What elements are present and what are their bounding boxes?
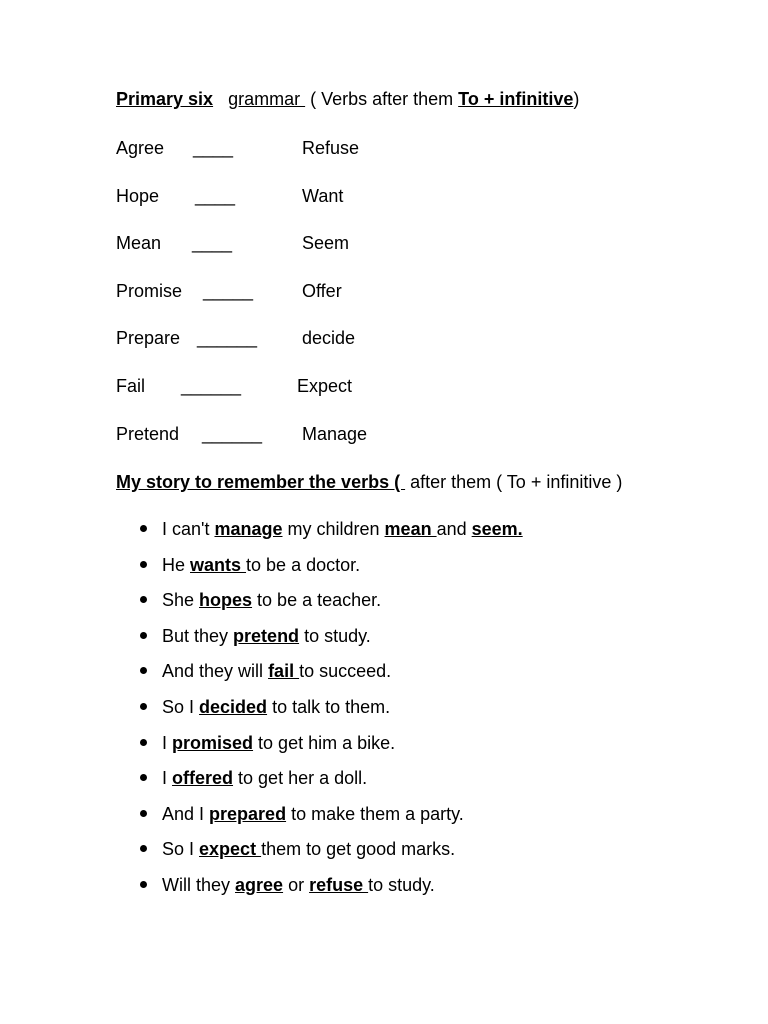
verb-row [116, 327, 636, 349]
verb-left: Agree [116, 138, 165, 158]
sentence-text: I [162, 732, 173, 753]
verb-left: Promise [116, 281, 183, 301]
key-verb: offered [172, 768, 234, 789]
verb-row [116, 280, 636, 302]
sentence-text: And I [162, 803, 210, 824]
bullet-icon [140, 596, 147, 603]
sentence-text: to get her a doll. [233, 768, 368, 789]
key-verb: decided [199, 696, 268, 717]
title-close: ) [573, 89, 580, 109]
sentence-text: to be a teacher. [252, 590, 382, 611]
sentence-text: my children [282, 519, 385, 539]
story-sentence [116, 696, 523, 732]
sentence-text: to get him a bike. [253, 732, 396, 753]
story-sentence [116, 838, 523, 874]
story-sentence [116, 767, 523, 803]
key-verb: refuse [309, 874, 369, 895]
verb-blank: ____ [193, 138, 234, 158]
verb-blank: ____ [192, 233, 233, 253]
key-verb: promised [172, 732, 254, 753]
title-level: Primary six [116, 89, 214, 109]
sentence-text: to talk to them. [267, 696, 391, 717]
sentence-text: He [162, 554, 191, 575]
sentence-text: So I [162, 696, 200, 717]
story-sentence [116, 518, 523, 554]
story-sentence [116, 589, 523, 625]
bullet-icon [140, 739, 147, 746]
verb-right: Seem [302, 233, 350, 253]
verb-right: Expect [297, 376, 353, 396]
verb-right: decide [302, 328, 356, 348]
document-title [116, 88, 579, 110]
verb-blank: ______ [202, 424, 263, 444]
title-description: ( Verbs after them [305, 89, 459, 109]
story-sentence [116, 625, 523, 661]
verb-row [116, 185, 636, 207]
verb-blank: ______ [197, 328, 258, 348]
verb-blank: ______ [181, 376, 242, 396]
sentence-text: And they will [162, 661, 269, 682]
bullet-icon [140, 667, 147, 674]
sentence-text: So I [162, 839, 200, 860]
title-rule: To + infinitive [458, 89, 574, 109]
sentence-text: them to get good marks. [261, 839, 456, 860]
key-verb: wants [190, 554, 247, 575]
verb-left: Hope [116, 186, 160, 206]
key-verb: prepared [209, 803, 287, 824]
verb-row [116, 137, 636, 159]
story-sentence [116, 803, 523, 839]
story-sentence [116, 874, 523, 910]
story-sentence [116, 732, 523, 768]
verb-blank: _____ [203, 281, 254, 301]
story-sentence [116, 554, 523, 590]
verb-right: Offer [302, 281, 342, 301]
sentence-text: to make them a party. [286, 803, 464, 824]
verb-blank: ____ [195, 186, 236, 206]
bullet-icon [140, 810, 147, 817]
verb-row [116, 375, 636, 397]
sentence-text: to study. [368, 874, 435, 895]
sentence-text: and [436, 519, 472, 539]
verb-left: Fail [116, 376, 146, 396]
key-verb: expect [199, 839, 262, 860]
verb-left: Prepare [116, 328, 181, 348]
bullet-icon [140, 774, 147, 781]
verb-row [116, 232, 636, 254]
verb-right: Want [302, 186, 344, 206]
sentence-text: Will they [162, 874, 236, 895]
sentence-text: I [162, 768, 173, 789]
story-sentence-list [116, 518, 523, 910]
story-heading-bold: My story to remember the verbs ( [116, 472, 406, 492]
story-heading-rest: after them ( To + infinitive ) [405, 472, 623, 492]
key-verb: agree [235, 874, 284, 895]
key-verb: mean [384, 519, 437, 539]
verb-row [116, 423, 636, 445]
key-verb: fail [268, 661, 300, 682]
bullet-icon [140, 561, 147, 568]
sentence-text: or [283, 874, 310, 895]
key-verb: manage [214, 519, 283, 539]
bullet-icon [140, 525, 147, 532]
sentence-text: to study. [299, 625, 371, 646]
sentence-text: She [162, 590, 200, 611]
verb-right: Refuse [302, 138, 360, 158]
sentence-text: But they [162, 625, 234, 646]
sentence-text: I can't [162, 519, 215, 539]
bullet-icon [140, 845, 147, 852]
key-verb: seem. [471, 519, 523, 539]
verb-right: Manage [302, 424, 368, 444]
bullet-icon [140, 703, 147, 710]
bullet-icon [140, 881, 147, 888]
key-verb: hopes [199, 590, 253, 611]
story-heading [116, 471, 622, 493]
story-sentence [116, 660, 523, 696]
key-verb: pretend [233, 625, 300, 646]
sentence-text: to succeed. [299, 661, 392, 682]
verb-left: Pretend [116, 424, 180, 444]
sentence-text: to be a doctor. [246, 554, 361, 575]
title-subject: grammar [228, 89, 306, 109]
verb-left: Mean [116, 233, 162, 253]
bullet-icon [140, 632, 147, 639]
